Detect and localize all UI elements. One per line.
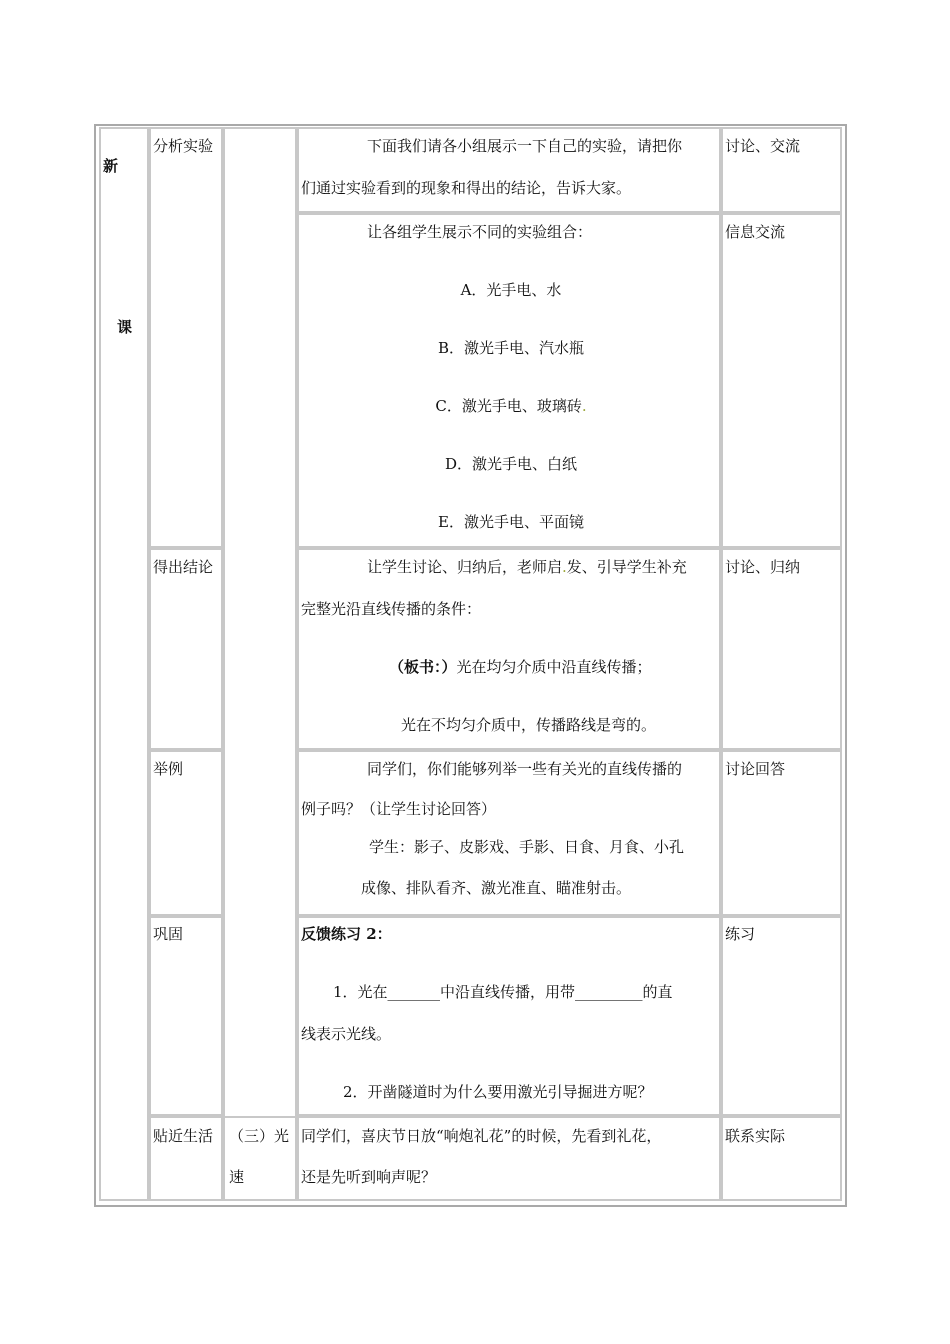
experiment-option-b: B．激光手电、汽水瓶 [437, 339, 585, 357]
activity-label: 讨论、交流 [725, 137, 801, 155]
content-cell-analyze [297, 127, 721, 213]
content-line: 光在不均匀介质中，传播路线是弯的。 [401, 716, 657, 734]
content-line: 下面我们请各小组展示一下自己的实验，请把你 [367, 137, 683, 155]
content-line: 例子吗？（让学生讨论回答） [301, 800, 497, 818]
exercise-question-2: 2．开凿隧道时为什么要用激光引导掘进方呢？ [343, 1083, 653, 1101]
activity-label: 讨论回答 [725, 760, 786, 778]
stage-cell-examples [149, 750, 223, 916]
activity-label: 信息交流 [725, 223, 786, 241]
content-line: 同学们，你们能够列举一些有关光的直线传播的 [367, 760, 683, 778]
content-cell-experiments [297, 213, 721, 548]
experiment-option-d: D．激光手电、白纸 [444, 455, 578, 473]
subsection-column [223, 127, 297, 1118]
subsection-cell [223, 1116, 297, 1201]
stage-label-examples: 举例 [153, 760, 184, 778]
content-cell-life [297, 1116, 721, 1201]
stage-cell-life [149, 1116, 223, 1201]
stage-label-conclusion: 得出结论 [153, 558, 214, 576]
activity-label: 联系实际 [725, 1127, 786, 1145]
section-char-1: 新 [103, 157, 119, 175]
activity-cell-life [721, 1116, 842, 1201]
experiment-option-c: C．激光手电、玻璃砖. [435, 397, 587, 415]
content-line: 学生：影子、皮影戏、手影、日食、月食、小孔 [369, 838, 685, 856]
exercise-question-1-cont: 线表示光线。 [301, 1025, 392, 1043]
blackboard-note: （板书：）光在均匀介质中沿直线传播； [389, 658, 652, 676]
content-cell-conclusion [297, 548, 721, 750]
blackboard-label: （板书：） [389, 658, 457, 676]
exercise-heading: 反馈练习 2： [301, 925, 392, 943]
activity-cell-examples [721, 750, 842, 916]
content-line: 们通过实验看到的现象和得出的结论，告诉大家。 [301, 179, 632, 197]
section-cell [99, 127, 149, 1201]
activity-label: 练习 [725, 925, 756, 943]
exercise-question-1: 1．光在_______中沿直线传播，用带_________的直 [333, 983, 673, 1001]
experiment-option-e: E．激光手电、平面镜 [438, 513, 584, 531]
subsection-line-1: （三）光 [229, 1127, 290, 1145]
content-cell-consolidate [297, 916, 721, 1116]
activity-cell-conclusion [721, 548, 842, 750]
content-line: 让各组学生展示不同的实验组合： [367, 223, 593, 241]
stage-cell-conclusion [149, 548, 223, 750]
section-char-2: 课 [117, 318, 133, 336]
activity-cell-analyze [721, 127, 842, 213]
activity-label: 讨论、归纳 [725, 558, 801, 576]
subsection-line-2: 速 [229, 1168, 245, 1186]
stage-cell-consolidate [149, 916, 223, 1116]
content-line: 还是先听到响声呢？ [301, 1168, 437, 1186]
content-cell-examples [297, 750, 721, 916]
content-line: 完整光沿直线传播的条件： [301, 600, 482, 618]
activity-cell-consolidate [721, 916, 842, 1116]
stage-label-consolidate: 巩固 [153, 925, 184, 943]
stage-label-life: 贴近生活 [153, 1127, 214, 1145]
content-line: 成像、排队看齐、激光准直、瞄准射击。 [361, 879, 632, 897]
content-line: 同学们，喜庆节日放“响炮礼花”的时候，先看到礼花， [301, 1127, 662, 1145]
experiment-option-a: A．光手电、水 [460, 281, 562, 299]
content-line: 让学生讨论、归纳后，老师启.发、引导学生补充 [367, 558, 687, 576]
stage-cell-analyze [149, 127, 223, 548]
stage-label-analyze: 分析实验 [153, 137, 214, 155]
activity-cell-experiments [721, 213, 842, 548]
